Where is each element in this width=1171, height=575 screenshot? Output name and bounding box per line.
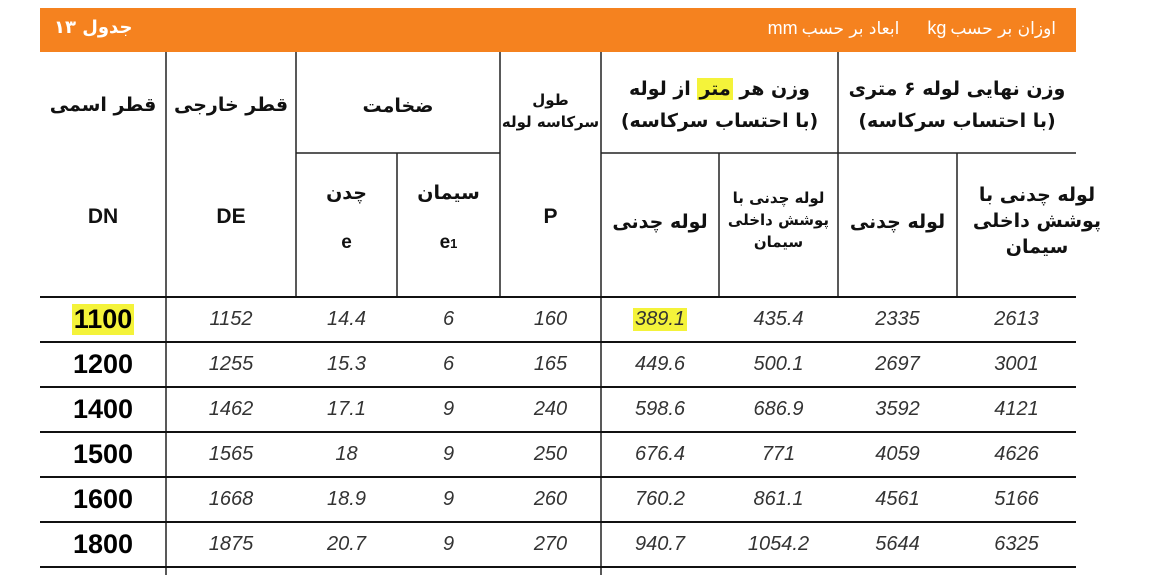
cell-e1: 6 <box>442 308 455 330</box>
cell-dn: 1400 <box>72 394 134 424</box>
cell-w6-ci: 4561 <box>875 488 920 510</box>
header-outer-diameter: قطر خارجی <box>173 94 289 116</box>
cell-e: 20.7 <box>327 533 366 555</box>
header-dn-code: DN <box>87 205 119 228</box>
cell-w6-cement: 4626 <box>994 443 1039 465</box>
cell-de: 1875 <box>208 533 254 555</box>
cell-e1: 6 <box>442 353 455 375</box>
cell-w6-ci: 5644 <box>875 533 920 555</box>
cell-de: 1668 <box>208 488 254 510</box>
cell-w6-ci: 3592 <box>875 398 920 420</box>
cell-w6-cement: 3001 <box>994 353 1039 375</box>
cell-w6-cement: 5166 <box>994 488 1039 510</box>
cell-e: 18.9 <box>327 488 366 510</box>
header-final-weight: وزن نهایی لوله ۶ متری <box>848 78 1066 100</box>
cell-e: 18 <box>335 443 358 465</box>
cell-p: 160 <box>533 308 568 330</box>
header-e-code: e <box>341 232 352 253</box>
cell-wm-ci <box>601 297 719 342</box>
cell-dn <box>40 297 166 342</box>
cell-de: 1565 <box>208 443 254 465</box>
cell-wm-ci: 760.2 <box>634 488 686 510</box>
header-e1-code: e 1 <box>439 232 458 253</box>
cell-e1: 9 <box>442 488 455 510</box>
header-cement: سیمان <box>417 182 480 204</box>
units-caption <box>764 8 1056 52</box>
cell-w6-ci: 2335 <box>875 308 920 330</box>
header-nominal-diameter: قطر اسمی <box>49 94 157 116</box>
cell-w6-cement: 2613 <box>994 308 1039 330</box>
cell-dn: 1500 <box>72 439 134 469</box>
cell-e: 14.4 <box>327 308 366 330</box>
cell-wm-ci: 449.6 <box>634 353 686 375</box>
table-banner <box>40 8 1076 52</box>
cell-wm-cement: 771 <box>761 443 796 465</box>
cell-dn: 1600 <box>72 484 134 514</box>
cell-de: 1462 <box>208 398 254 420</box>
header-p-code: P <box>543 205 558 228</box>
cell-w6-cement: 4121 <box>994 398 1039 420</box>
cell-e1: 9 <box>442 443 455 465</box>
header-weight-per-meter-note: (با احتساب سرکاسه) <box>620 110 819 132</box>
cell-wm-ci: 940.7 <box>634 533 686 555</box>
highlight-weight: 389.1 <box>634 308 686 330</box>
cell-dn: 1200 <box>72 349 134 379</box>
cell-p: 165 <box>533 353 568 375</box>
cell-dn: 1800 <box>72 529 134 559</box>
cell-de: 1152 <box>209 308 253 330</box>
header-de-code: DE <box>216 205 246 228</box>
cell-wm-cement: 1054.2 <box>747 533 810 555</box>
weights-label: اوزان بر حسب <box>950 19 1056 39</box>
cell-e1: 9 <box>442 398 455 420</box>
cell-wm-cement: 435.4 <box>753 308 804 330</box>
cell-wm-cement: 861.1 <box>753 488 804 510</box>
header-w6-ci: لوله چدنی <box>849 211 946 233</box>
header-wm-ci: لوله چدنی <box>612 211 708 233</box>
header-cast-iron: چدن <box>326 182 367 204</box>
cell-wm-cement: 686.9 <box>753 398 804 420</box>
highlight-meter: متر <box>699 78 731 100</box>
header-final-weight-note: (با احتساب سرکاسه) <box>858 110 1056 132</box>
cell-e: 17.1 <box>327 398 366 420</box>
header-socket-length: طول سرکاسه لوله <box>501 91 600 131</box>
cell-p: 240 <box>533 398 568 420</box>
cell-p: 260 <box>533 488 568 510</box>
cell-wm-ci: 598.6 <box>634 398 686 420</box>
dims-label: ابعاد بر حسب <box>801 19 900 39</box>
header-thickness: ضخامت <box>362 95 434 117</box>
header-wm-cement: لوله چدنی با پوشش داخلی سیمان <box>727 189 830 251</box>
cell-e1: 9 <box>442 533 455 555</box>
dims-unit: mm <box>767 18 798 38</box>
cell-wm-cement: 500.1 <box>753 353 804 375</box>
cell-p: 270 <box>533 533 568 555</box>
cell-e: 15.3 <box>327 353 366 375</box>
cell-p: 250 <box>533 443 568 465</box>
weights-unit: kg <box>927 18 947 38</box>
highlight-dn: 1100 <box>73 304 133 334</box>
cell-w6-ci: 2697 <box>875 353 920 375</box>
header-weight-per-meter: وزن هر متر از لوله <box>629 78 810 100</box>
cell-w6-cement: 6325 <box>994 533 1039 555</box>
header-w6-cement: لوله چدنی با پوشش داخلی سیمان <box>972 184 1102 258</box>
cell-w6-ci: 4059 <box>875 443 920 465</box>
cell-wm-ci: 676.4 <box>634 443 686 465</box>
table-number: جدول ۱۳ <box>54 17 133 38</box>
cell-de: 1255 <box>208 353 254 375</box>
